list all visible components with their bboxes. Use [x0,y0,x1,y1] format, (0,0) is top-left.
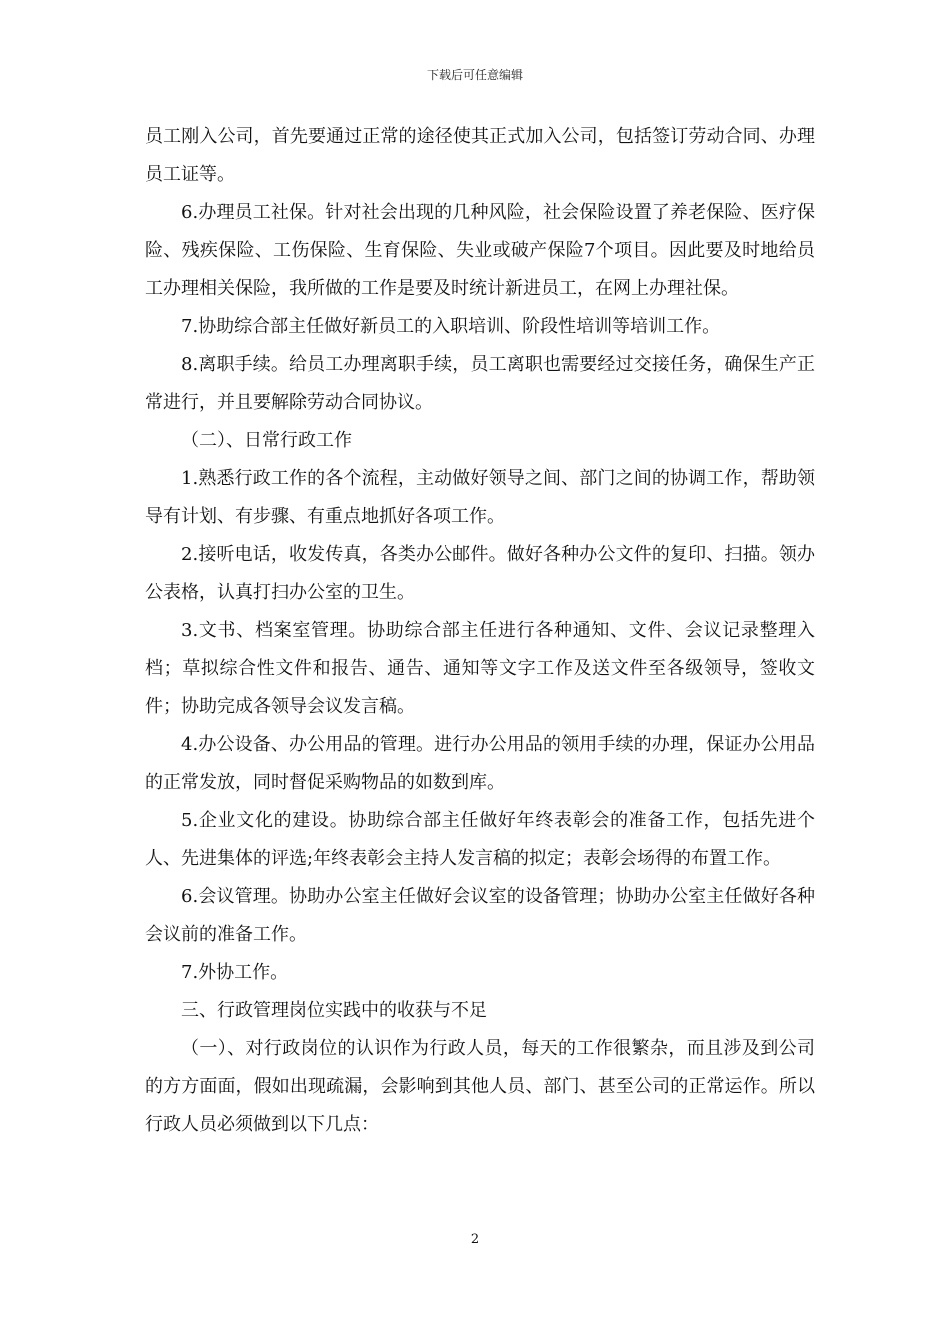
paragraph-1: 员工刚入公司，首先要通过正常的途径使其正式加入公司，包括签订劳动合同、办理员工证等。 [145,126,815,185]
section-heading-gains: 三、行政管理岗位实践中的收获与不足 [181,1000,487,1021]
paragraph-12: 7.外协工作。 [181,962,289,983]
paragraph-10: 5.企业文化的建设。协助综合部主任做好年终表彰会的准备工作，包括先进个人、先进集体的评选;年终表彰会主持人发言稿的拟定；表彰会场得的布置工作。 [145,810,815,869]
paragraph-9: 4.办公设备、办公用品的管理。进行办公用品的领用手续的办理，保证办公用品的正常发放，同时督促采购物品的如数到库。 [145,734,815,793]
paragraph-6: 1.熟悉行政工作的各个流程，主动做好领导之间、部门之间的协调工作，帮助领导有计划、有步骤、有重点地抓好各项工作。 [145,468,815,527]
page-header: 下载后可任意编辑 [426,68,523,82]
paragraph-3: 7.协助综合部主任做好新员工的入职培训、阶段性培训等培训工作。 [181,316,721,337]
paragraph-2: 6.办理员工社保。针对社会出现的几种风险，社会保险设置了养老保险、医疗保险、残疾保险、工伤保险、生育保险、失业或破产保险7个项目。因此要及时地给员工办理相关保险，我所做的工作是要及时统计新进员工，在网上办理社保。 [145,202,815,299]
paragraph-4: 8.离职手续。给员工办理离职手续，员工离职也需要经过交接任务，确保生产正常进行，并且要解除劳动合同协议。 [145,354,815,413]
paragraph-11: 6.会议管理。协助办公室主任做好会议室的设备管理；协助办公室主任做好各种会议前的准备工作。 [145,886,815,945]
document-body [145,118,815,1144]
section-heading-daily-admin: （二）、日常行政工作 [181,430,352,451]
paragraph-14: （一）、对行政岗位的认识作为行政人员，每天的工作很繁杂，而且涉及到公司的方方面面，假如出现疏漏，会影响到其他人员、部门、甚至公司的正常运作。所以行政人员必须做到以下几点： [145,1038,815,1135]
paragraph-8: 3.文书、档案室管理。协助综合部主任进行各种通知、文件、会议记录整理入档；草拟综合性文件和报告、通告、通知等文字工作及送文件至各级领导，签收文件；协助完成各领导会议发言稿。 [145,620,815,717]
page-number: 2 [470,1232,480,1247]
paragraph-7: 2.接听电话，收发传真，各类办公邮件。做好各种办公文件的复印、扫描。领办公表格，认真打扫办公室的卫生。 [145,544,815,603]
